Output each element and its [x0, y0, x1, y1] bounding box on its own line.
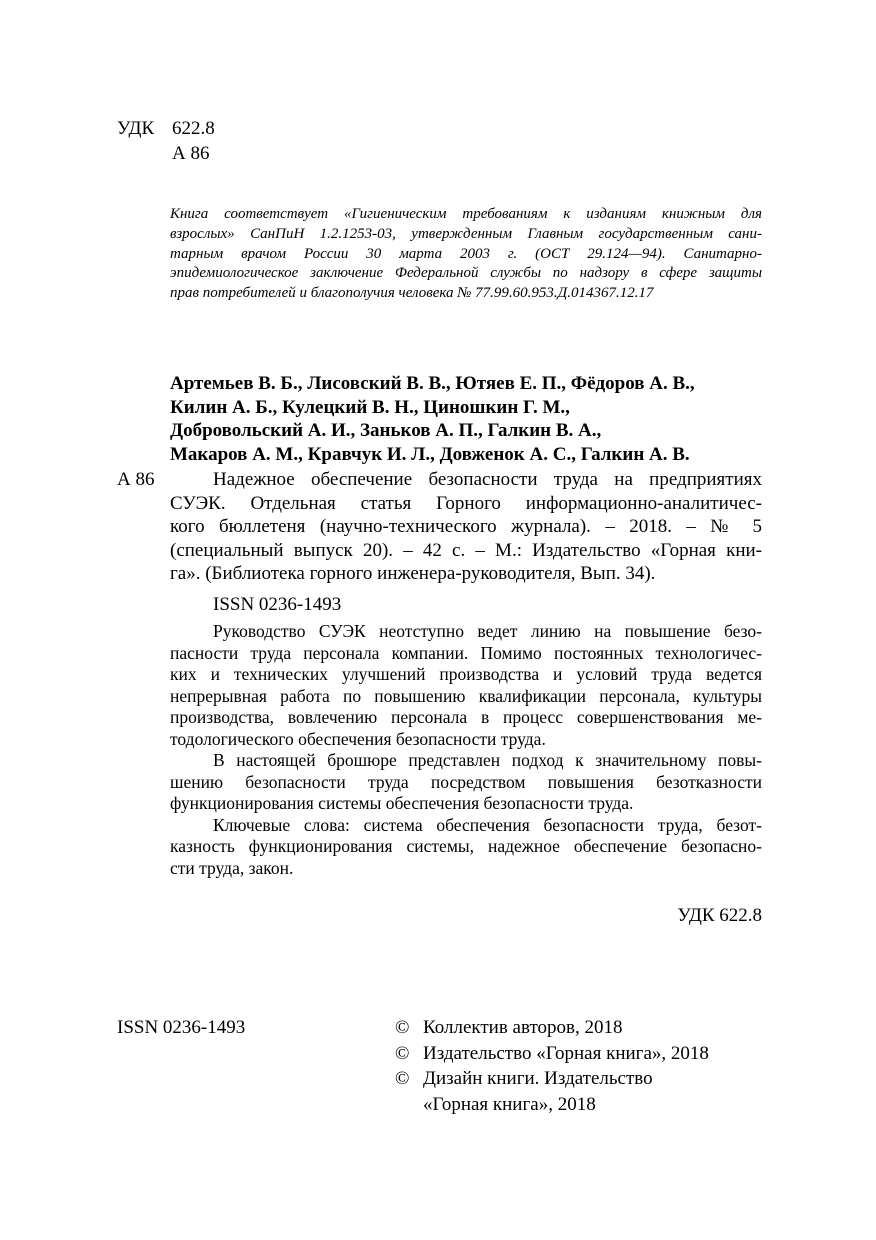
- description-line: СУЭК. Отдельная статья Горного информационно-аналитичес-: [170, 492, 762, 514]
- authors-line: Килин А. Б., Кулецкий В. Н., Циношкин Г. М.,: [170, 396, 570, 418]
- abstract: [170, 621, 762, 879]
- copyright-text: Дизайн книги. Издательство: [423, 1068, 653, 1089]
- sanpin-line: взрослых» СанПиН 1.2.1253-03, утвержденным Главным государственным сани-: [170, 225, 762, 242]
- copyright-symbol: ©: [395, 1017, 410, 1038]
- copyright-symbol: ©: [395, 1042, 410, 1064]
- copyright-text: Коллектив авторов, 2018: [423, 1017, 623, 1038]
- abstract-line: шению безопасности труда посредством повышения безотказности: [170, 771, 762, 792]
- abstract-line: В настоящей брошюре представлен подход к значительному повы-: [213, 750, 762, 770]
- abstract-line: Руководство СУЭК неотступно ведет линию на повышение безо-: [213, 621, 762, 641]
- copyright-row: [395, 1041, 709, 1067]
- udk-label: УДК: [117, 118, 155, 139]
- sanpin-note: [170, 205, 762, 304]
- authors-list: [170, 372, 770, 466]
- copyright-continuation: «Горная книга», 2018: [423, 1093, 596, 1115]
- sanpin-line: прав потребителей и благополучия человека № 77.99.60.953.Д.014367.12.17: [170, 285, 654, 302]
- description-line: Надежное обеспечение безопасности труда на предприятиях: [213, 469, 762, 490]
- abstract-line: тодологического обеспечения безопасности труда.: [170, 728, 546, 749]
- description-line: кого бюллетеня (научно-технического журнала). – 2018. – № 5: [170, 516, 762, 537]
- abstract-line: непрерывная работа по повышению квалификации персонала, культуры: [170, 685, 762, 706]
- sanpin-line: тарным врачом России 30 марта 2003 г. (ОСТ 29.124—94). Санитарно-: [170, 245, 762, 262]
- abstract-line: Ключевые слова: система обеспечения безопасности труда, безот-: [213, 814, 762, 835]
- issn-bottom: ISSN 0236-1493: [117, 1017, 246, 1038]
- sanpin-line: Книга соответствует «Гигиеническим требованиям к изданиям книжным для: [170, 206, 762, 222]
- udk-code: 622.8: [172, 118, 215, 139]
- copyright-block: [395, 1015, 709, 1117]
- abstract-line: ких и технических улучшений производства и условий труда ведется: [170, 664, 762, 684]
- udk-right: УДК 622.8: [677, 905, 762, 926]
- description-line: га». (Библиотека горного инженера-руководителя, Вып. 34).: [170, 563, 656, 584]
- copyright-row: [395, 1066, 709, 1092]
- bibliographic-description: [170, 468, 762, 586]
- authors-line: Добровольский А. И., Заньков А. П., Галкин В. А.,: [170, 420, 602, 441]
- author-mark-top: А 86: [172, 143, 210, 164]
- authors-line: Макаров А. М., Кравчук И. Л., Довженок А. С., Галкин А. В.: [170, 443, 690, 465]
- copyright-symbol: ©: [395, 1068, 410, 1089]
- abstract-line: пасности труда персонала компании. Помимо постоянных технологичес-: [170, 642, 762, 663]
- abstract-line: казность функционирования системы, надежное обеспечение безопасно-: [170, 836, 762, 856]
- issn-inline: ISSN 0236-1493: [213, 594, 342, 615]
- sanpin-line: эпидемиологическое заключение Федеральной службы по надзору в сфере защиты: [170, 265, 762, 282]
- authors-line: Артемьев В. Б., Лисовский В. В., Ютяев Е. П., Фёдоров А. В.,: [170, 373, 695, 394]
- catalog-mark: А 86: [117, 469, 155, 490]
- copyright-row: [395, 1015, 709, 1041]
- copyright-text: Издательство «Горная книга», 2018: [423, 1042, 709, 1064]
- description-line: (специальный выпуск 20). – 42 с. – М.: Издательство «Горная кни-: [170, 539, 762, 561]
- abstract-line: функционирования системы обеспечения безопасности труда.: [170, 793, 634, 813]
- abstract-line: производства, вовлечению персонала в процесс совершенствования ме-: [170, 707, 762, 727]
- abstract-line: сти труда, закон.: [170, 857, 294, 878]
